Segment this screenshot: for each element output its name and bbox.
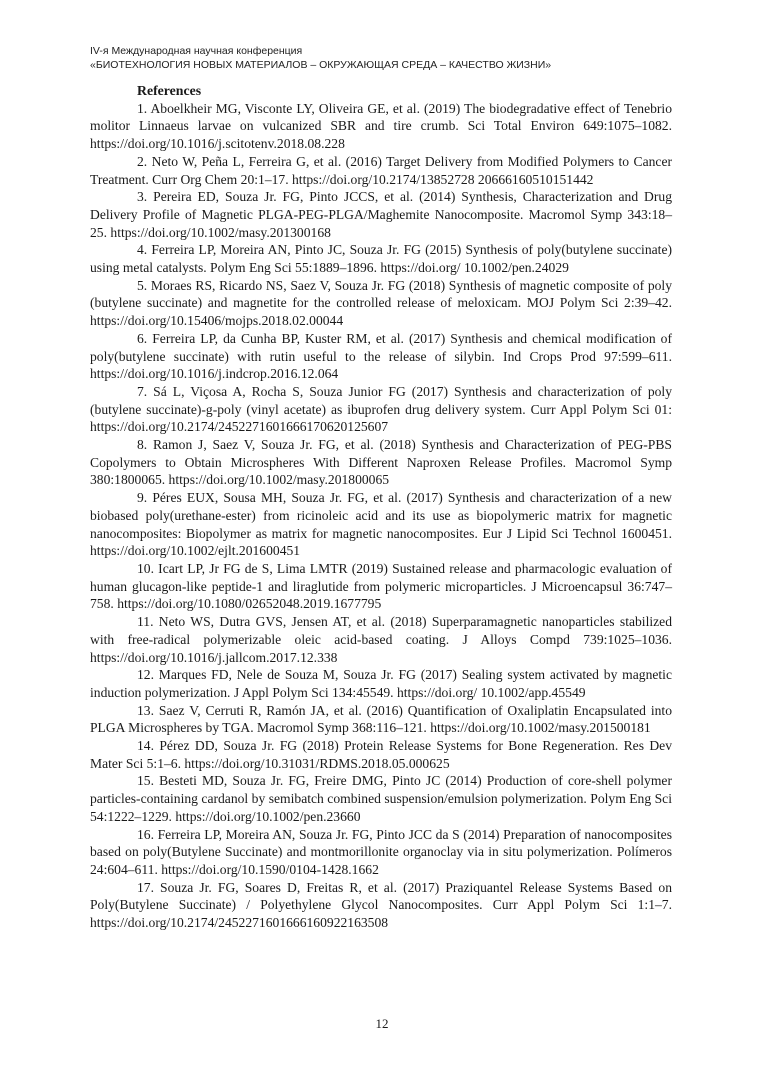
reference-item: 13. Saez V, Cerruti R, Ramón JA, et al. (2016) Quantification of Oxaliplatin Encapsulated into PLGA Microspheres by TGA. Macromol Symp 368:116–121. https://doi.org/10.1002/masy.201500181 (90, 702, 672, 736)
reference-item: 14. Pérez DD, Souza Jr. FG (2018) Protein Release Systems for Bone Regeneration. Res Dev Mater Sci 5:1–6. https://doi.org/10.31031/RDMS.2018.05.000625 (90, 738, 672, 771)
reference-item: 4. Ferreira LP, Moreira AN, Pinto JC, Souza Jr. FG (2015) Synthesis of poly(butylene succinate) using metal catalysts. Polym Eng Sci 55:1889–1896. https://doi.org/ 10.1002/pen.24029 (90, 242, 672, 276)
header-title-line: «БИОТЕХНОЛОГИЯ НОВЫХ МАТЕРИАЛОВ – ОКРУЖАЮЩАЯ СРЕДА – КАЧЕСТВО ЖИЗНИ» (90, 59, 552, 71)
reference-item: 15. Besteti MD, Souza Jr. FG, Freire DMG, Pinto JC (2014) Production of core-shell polymer particles-containing cardanol by semibatch combined suspension/emulsion polymerization. Polym Eng Sci 54:1222–1229. https://doi.org/10.1002/pen.23660 (90, 773, 672, 824)
reference-item: 12. Marques FD, Nele de Souza M, Souza Jr. FG (2017) Sealing system activated by magnetic induction polymerization. J Appl Polym Sci 134:45549. https://doi.org/ 10.1002/app.45549 (90, 667, 672, 700)
page-number: 12 (375, 1016, 389, 1031)
reference-item: 3. Pereira ED, Souza Jr. FG, Pinto JCCS, et al. (2014) Synthesis, Characterization and Drug Delivery Profile of Magnetic PLGA-PEG-PLGA/Maghemite Nanocomposite. Macromol Symp 343:18–25. https://doi.org/10.1002/masy.201300168 (90, 189, 672, 240)
reference-item: 1. Aboelkheir MG, Visconte LY, Oliveira GE, et al. (2019) The biodegradative effect of Tenebrio molitor Linnaeus larvae on vulcanized SBR and tire crumb. Sci Total Environ 649:1075–1082. https://doi.org/10.1016/j.scitotenv.2018.08.228 (90, 100, 672, 152)
reference-item: 11. Neto WS, Dutra GVS, Jensen AT, et al. (2018) Superparamagnetic nanoparticles stabilized with free-radical polymerizable oleic acid-based coating. J Alloys Compd 739:1025–1036. https://doi.org/10.1016/j.jallcom.2017.12.338 (90, 614, 672, 665)
reference-item: 2. Neto W, Peña L, Ferreira G, et al. (2016) Target Delivery from Modified Polymers to Cancer Treatment. Curr Org Chem 20:1–17. https://doi.org/10.2174/13852728 20666160510151442 (90, 153, 672, 187)
reference-item: 6. Ferreira LP, da Cunha BP, Kuster RM, et al. (2017) Synthesis and chemical modification of poly(butylene succinate) with rutin useful to the release of silybin. Ind Crops Prod 97:599–611. https://doi.org/10.1016/j.indcrop.2016.12.064 (90, 330, 672, 382)
reference-item: 7. Sá L, Viçosa A, Rocha S, Souza Junior FG (2017) Synthesis and characterization of poly (butylene succinate)-g-poly (vinyl acetate) as ibuprofen drug delivery system. Curr Appl Polym Sci 01: https://doi.org/10.2174/2452271601666170620125607 (90, 383, 672, 435)
reference-item: 5. Moraes RS, Ricardo NS, Saez V, Souza Jr. FG (2018) Synthesis of magnetic composite of poly (butylene succinate) and magnetite for the controlled release of meloxicam. MOJ Polym Sci 2:39–42. https://doi.org/10.15406/mojps.2018.02.00044 (90, 277, 672, 329)
reference-item: 8. Ramon J, Saez V, Souza Jr. FG, et al. (2018) Synthesis and Characterization of PEG-PBS Copolymers to Obtain Microspheres With Different Naproxen Release Profiles. Macromol Symp 380:1800065. https://doi.org/10.1002/masy.201800065 (90, 437, 672, 488)
reference-item: 9. Péres EUX, Sousa MH, Souza Jr. FG, et al. (2017) Synthesis and characterization of a new biobased poly(urethane-ester) from ricinoleic acid and its use as biopolymeric matrix for magnetic nanocomposites: Biopolymer as matrix for magnetic nanocomposites. Eur J Lipid Sci Technol 1600451. https://doi.org/10.1002/ejlt.201600451 (90, 490, 672, 559)
reference-item: 16. Ferreira LP, Moreira AN, Souza Jr. FG, Pinto JCC da S (2014) Preparation of nanocomposites based on poly(Butylene Succinate) and montmorillonite organoclay via in situ polymerization. Polímeros 24:604–611. https://doi.org/10.1590/0104-1428.1662 (90, 826, 672, 877)
reference-item: 17. Souza Jr. FG, Soares D, Freitas R, et al. (2017) Praziquantel Release Systems Based on Poly(Butylene Succinate) / Polyethylene Glycol Nanocomposites. Curr Appl Polym Sci 1:1–7. https://doi.org/10.2174/2452271601666160922163508 (90, 879, 672, 931)
running-header (90, 44, 690, 72)
header-conference-line: IV-я Международная научная конференция (90, 45, 303, 57)
references-heading: References (137, 83, 202, 98)
references-section (90, 82, 672, 932)
reference-item: 10. Icart LP, Jr FG de S, Lima LMTR (2019) Sustained release and pharmacologic evaluation of human glucagon-like peptide-1 and liraglutide from polymeric microparticles. J Microencapsul 36:747–758. https://doi.org/10.1080/02652048.2019.1677795 (90, 560, 672, 612)
